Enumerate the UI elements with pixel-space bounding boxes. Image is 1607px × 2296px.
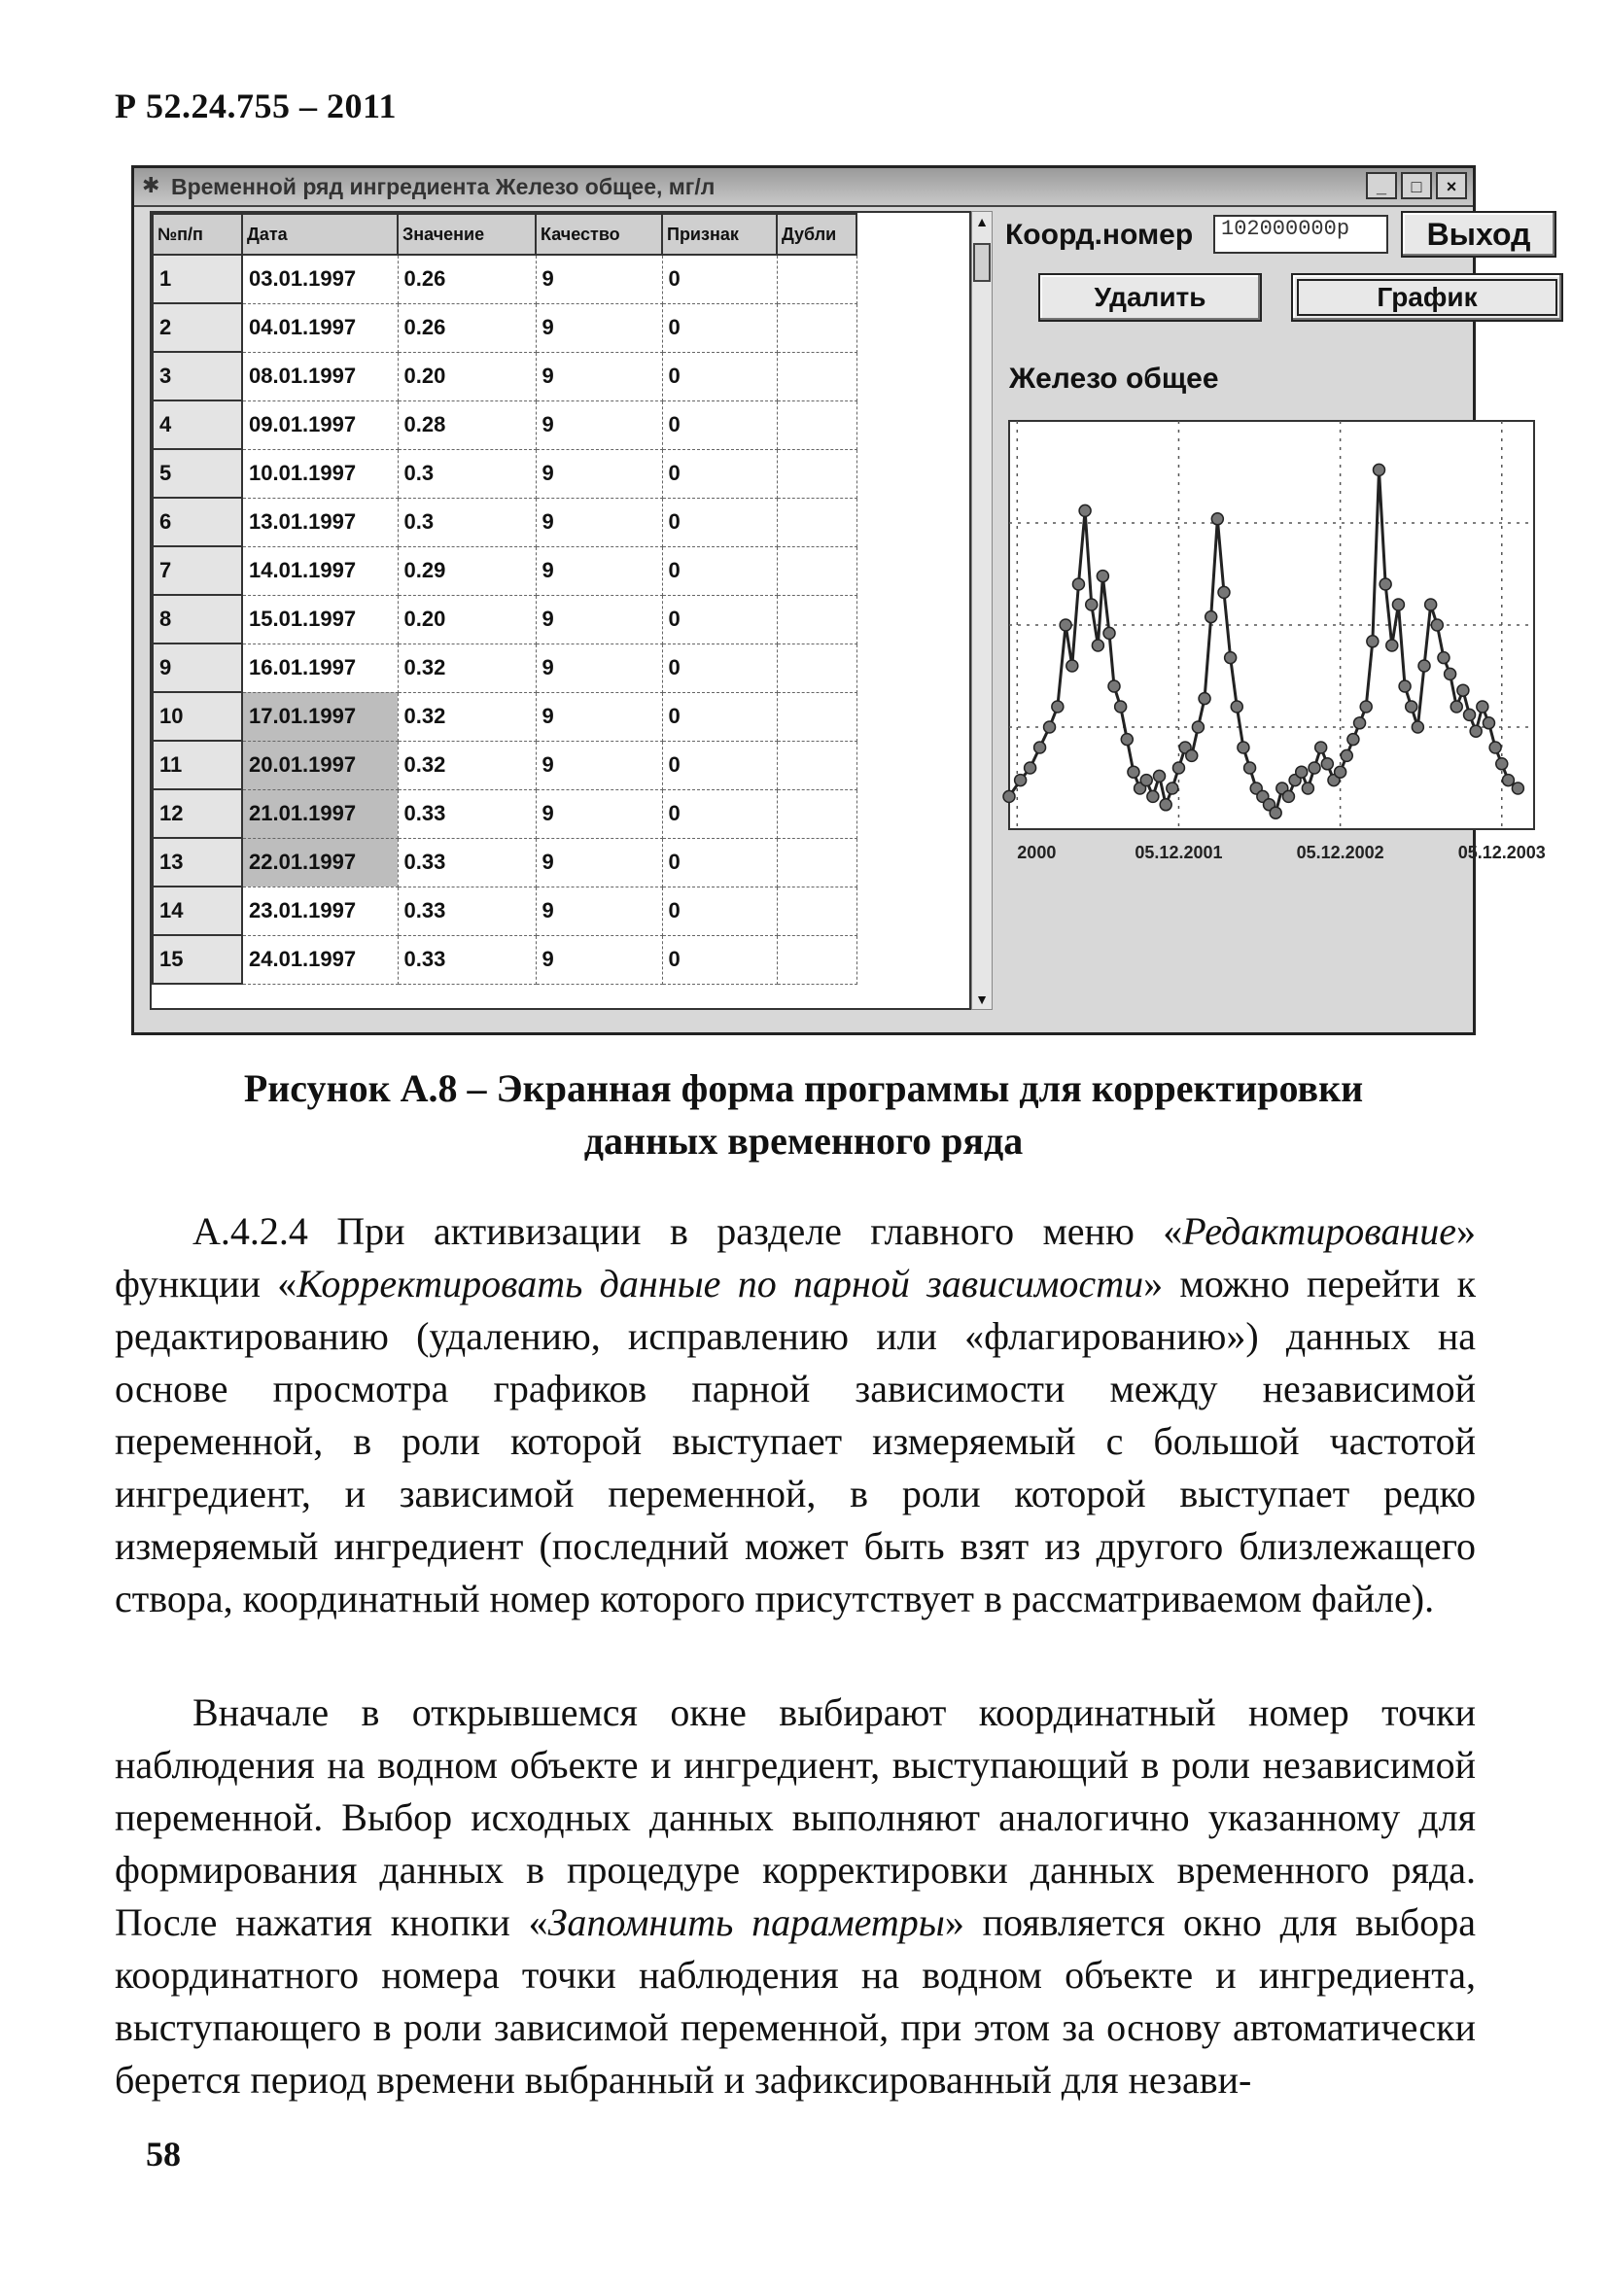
table-cell[interactable]: 8 [153,595,242,644]
data-point [1502,775,1514,786]
data-point [1186,749,1198,761]
table-cell[interactable]: 0.20 [398,595,536,644]
data-point [1079,504,1091,516]
data-point [1121,734,1133,746]
data-point [1399,680,1411,692]
page-number: 58 [146,2135,181,2174]
table-row[interactable] [153,546,856,595]
data-point [1128,766,1139,778]
data-point [1464,709,1476,720]
table-cell[interactable]: 0.3 [398,449,536,498]
data-point [1489,742,1501,753]
x-tick-label: 05.12.2003 [1457,843,1546,862]
grid-header-row [153,214,856,255]
table-cell[interactable]: 23.01.1997 [242,887,398,935]
data-point [1231,701,1242,713]
data-point [1154,770,1166,782]
table-cell[interactable]: 21.01.1997 [242,789,398,838]
table-cell[interactable]: 0.29 [398,546,536,595]
table-cell[interactable]: 0 [662,644,777,692]
table-cell[interactable]: 13 [153,838,242,887]
coord-number-label: Коорд.номер [1005,219,1194,251]
table-cell[interactable]: 0.32 [398,741,536,789]
table-cell[interactable]: 9 [536,546,662,595]
column-header-duplicates[interactable]: Дубли [777,214,856,255]
table-row[interactable] [153,789,856,838]
chart-button[interactable]: График [1291,273,1563,322]
table-cell[interactable]: 0.33 [398,838,536,887]
table-cell[interactable]: 08.01.1997 [242,352,398,400]
data-point [1496,758,1508,770]
data-point [1092,640,1103,651]
figure-caption-line-1: Рисунок А.8 – Экранная форма программы для корректировки [243,1066,1364,1110]
table-cell[interactable]: 9 [536,595,662,644]
data-point [1425,599,1437,610]
data-point [1354,717,1366,729]
data-point [1477,701,1488,713]
table-cell[interactable]: 13.01.1997 [242,498,398,546]
data-point [1438,652,1450,664]
data-point [1003,790,1015,802]
x-tick-label: 2000 [1017,843,1057,862]
table-cell[interactable]: 9 [536,741,662,789]
data-point [1160,799,1171,811]
table-row[interactable] [153,644,856,692]
data-point [1270,807,1281,818]
table-cell[interactable] [777,741,856,789]
minimize-button[interactable]: _ [1366,172,1397,199]
data-point [1302,783,1313,794]
data-point [1373,464,1384,475]
table-cell[interactable]: 22.01.1997 [242,838,398,887]
data-point [1335,766,1346,778]
table-cell[interactable]: 3 [153,352,242,400]
table-cell[interactable] [777,352,856,400]
table-row[interactable] [153,741,856,789]
delete-button[interactable]: Удалить [1038,273,1262,322]
data-point [1418,660,1430,672]
data-point [1034,742,1046,753]
table-cell[interactable] [777,449,856,498]
data-point [1025,762,1036,774]
table-cell[interactable]: 0 [662,352,777,400]
table-row[interactable] [153,838,856,887]
data-point [1172,762,1184,774]
data-point [1347,734,1359,746]
table-cell[interactable]: 1 [153,255,242,303]
time-series-chart [990,401,1554,907]
table-cell[interactable]: 0.32 [398,692,536,741]
data-point [1431,619,1443,631]
table-cell[interactable]: 10.01.1997 [242,449,398,498]
data-point [1052,701,1064,713]
table-row[interactable] [153,887,856,935]
table-cell[interactable]: 9 [536,498,662,546]
table-cell[interactable]: 15.01.1997 [242,595,398,644]
table-cell[interactable]: 0.26 [398,303,536,352]
data-point [1282,790,1294,802]
data-point [1392,599,1404,610]
data-point [1072,578,1084,590]
table-cell[interactable]: 2 [153,303,242,352]
table-cell[interactable]: 04.01.1997 [242,303,398,352]
data-point [1321,758,1333,770]
data-point [1205,611,1217,623]
data-point [1512,783,1523,794]
table-cell[interactable]: 20.01.1997 [242,741,398,789]
table-cell[interactable]: 9 [153,644,242,692]
table-cell[interactable] [777,255,856,303]
table-cell[interactable]: 11 [153,741,242,789]
data-point [1167,783,1178,794]
data-point [1380,578,1391,590]
table-row[interactable] [153,449,856,498]
data-point [1309,762,1320,774]
column-header-date[interactable]: Дата [242,214,398,255]
table-cell[interactable]: 0 [662,935,777,984]
table-cell[interactable] [777,400,856,449]
scroll-down-icon[interactable]: ▼ [975,991,989,1007]
table-cell[interactable]: 7 [153,546,242,595]
table-cell[interactable]: 10 [153,692,242,741]
time-series-window [131,165,1546,1035]
table-cell[interactable]: 0.28 [398,400,536,449]
table-cell[interactable]: 0 [662,255,777,303]
table-cell[interactable]: 0.32 [398,644,536,692]
table-cell[interactable]: 9 [536,255,662,303]
table-row[interactable] [153,352,856,400]
data-point [1406,701,1417,713]
data-point [1097,571,1108,582]
data-point [1238,742,1249,753]
table-row[interactable] [153,498,856,546]
scroll-up-icon[interactable]: ▲ [975,214,989,229]
table-cell[interactable]: 0 [662,692,777,741]
table-row[interactable] [153,400,856,449]
table-cell[interactable]: 15 [153,935,242,984]
table-cell[interactable]: 9 [536,303,662,352]
x-tick-label: 05.12.2001 [1135,843,1223,862]
table-cell[interactable]: 4 [153,400,242,449]
window-titlebar[interactable] [134,168,1473,207]
table-cell[interactable]: 0 [662,838,777,887]
table-cell[interactable]: 0 [662,546,777,595]
data-point [1140,775,1152,786]
app-icon: ✱ [142,173,160,197]
table-cell[interactable] [777,838,856,887]
data-point [1066,660,1078,672]
table-cell[interactable]: 14 [153,887,242,935]
data-point [1450,701,1462,713]
table-cell[interactable]: 12 [153,789,242,838]
table-cell[interactable]: 0.33 [398,887,536,935]
data-point [1060,619,1071,631]
data-point [1103,627,1115,639]
table-cell[interactable]: 5 [153,449,242,498]
column-header-flag[interactable]: Признак [662,214,777,255]
chart-title: Железо общее [1009,363,1219,395]
table-cell[interactable]: 9 [536,935,662,984]
document-header: Р 52.24.755 – 2011 [115,87,398,125]
table-cell[interactable]: 14.01.1997 [242,546,398,595]
table-cell[interactable] [777,935,856,984]
x-tick-label: 05.12.2002 [1296,843,1384,862]
data-point [1086,599,1098,610]
table-cell[interactable]: 9 [536,887,662,935]
table-row[interactable] [153,692,856,741]
table-cell[interactable]: 9 [536,692,662,741]
data-point [1225,652,1237,664]
data-point [1108,680,1120,692]
table-cell[interactable]: 0.33 [398,935,536,984]
table-cell[interactable] [777,887,856,935]
table-cell[interactable] [777,595,856,644]
table-cell[interactable] [777,644,856,692]
table-cell[interactable]: 0.3 [398,498,536,546]
data-point [1360,701,1372,713]
scroll-thumb[interactable] [973,243,991,282]
data-point [1192,721,1204,733]
table-cell[interactable] [777,498,856,546]
column-header-index[interactable]: №п/п [153,214,242,255]
window-title: Временной ряд ингредиента Железо общее, мг/л [171,174,716,199]
table-cell[interactable]: 0 [662,741,777,789]
figure-caption-line-2: данных временного ряда [583,1119,1024,1163]
data-point [1296,766,1308,778]
column-header-quality[interactable]: Качество [536,214,662,255]
table-cell[interactable]: 0.20 [398,352,536,400]
table-cell[interactable]: 9 [536,838,662,887]
data-point [1147,790,1159,802]
table-cell[interactable]: 0 [662,303,777,352]
table-cell[interactable]: 0 [662,498,777,546]
table-cell[interactable]: 17.01.1997 [242,692,398,741]
table-row[interactable] [153,935,856,984]
coord-number-field[interactable]: 102000000р [1213,215,1388,254]
table-cell[interactable] [777,303,856,352]
table-cell[interactable]: 9 [536,352,662,400]
table-cell[interactable]: 0 [662,400,777,449]
exit-button[interactable]: Выход [1401,211,1556,258]
body-paragraph-1: А.4.2.4 При активизации в разделе главного меню «Редактирование» функции «Корректировать данные по парной зависимости» можно перейти к редактированию (удалению, исправлению или «флагированию») данных на основе просмотра графиков парной зависимости между независимой переменной, в роли которой выступает измеряемый с большой частотой ингредиент, и зависимой переменной, в роли которой выступает редко измеряемый ингредиент (последний может быть взят из другого близлежащего створа, координатный номер которого присутствует в рассматриваемом файле). [115,1209,1477,1620]
data-point [1412,721,1423,733]
table-cell[interactable]: 24.01.1997 [242,935,398,984]
table-cell[interactable] [777,789,856,838]
data-point [1315,742,1327,753]
data-point [1367,636,1379,647]
column-header-value[interactable]: Значение [398,214,536,255]
data-point [1244,762,1256,774]
data-point [1386,640,1398,651]
table-cell[interactable]: 0.26 [398,255,536,303]
data-point [1015,775,1027,786]
data-point [1199,693,1210,705]
data-point [1445,668,1456,679]
data-point [1483,717,1494,729]
table-cell[interactable]: 9 [536,400,662,449]
table-cell[interactable] [777,692,856,741]
data-point [1470,725,1482,737]
table-cell[interactable] [777,546,856,595]
table-cell[interactable]: 0 [662,887,777,935]
table-cell[interactable]: 9 [536,789,662,838]
data-point [1211,513,1223,525]
data-point [1457,684,1469,696]
data-point [1218,586,1230,598]
table-cell[interactable]: 16.01.1997 [242,644,398,692]
table-cell[interactable]: 09.01.1997 [242,400,398,449]
data-point [1115,701,1127,713]
table-row[interactable] [153,303,856,352]
maximize-button[interactable]: □ [1401,172,1432,199]
data-grid [150,211,971,1010]
table-row[interactable] [153,255,856,303]
table-cell[interactable]: 0.33 [398,789,536,838]
data-point [1341,749,1352,761]
body-paragraph-2: Вначале в открывшемся окне выбирают координатный номер точки наблюдения на водном объекте и ингредиент, выступающий в роли независимой переменной. Выбор исходных данных выполняют аналогично указанному для формирования данных в процедуре корректировки данных временного ряда. После нажатия кнопки «Запомнить параметры» появляется окно для выбора координатного номера точки наблюдения на водном объекте и ингредиента, выступающего в роли зависимой переменной, при этом за основу автоматически берется период времени выбранный и зафиксированный для незави- [115,1690,1476,2102]
table-cell[interactable]: 03.01.1997 [242,255,398,303]
data-point [1044,721,1056,733]
table-cell[interactable]: 9 [536,449,662,498]
table-cell[interactable]: 9 [536,644,662,692]
table-cell[interactable]: 6 [153,498,242,546]
table-cell[interactable]: 0 [662,789,777,838]
table-row[interactable] [153,595,856,644]
close-button[interactable]: × [1436,172,1467,199]
grid-body [153,255,856,984]
table-cell[interactable]: 0 [662,595,777,644]
table-cell[interactable]: 0 [662,449,777,498]
